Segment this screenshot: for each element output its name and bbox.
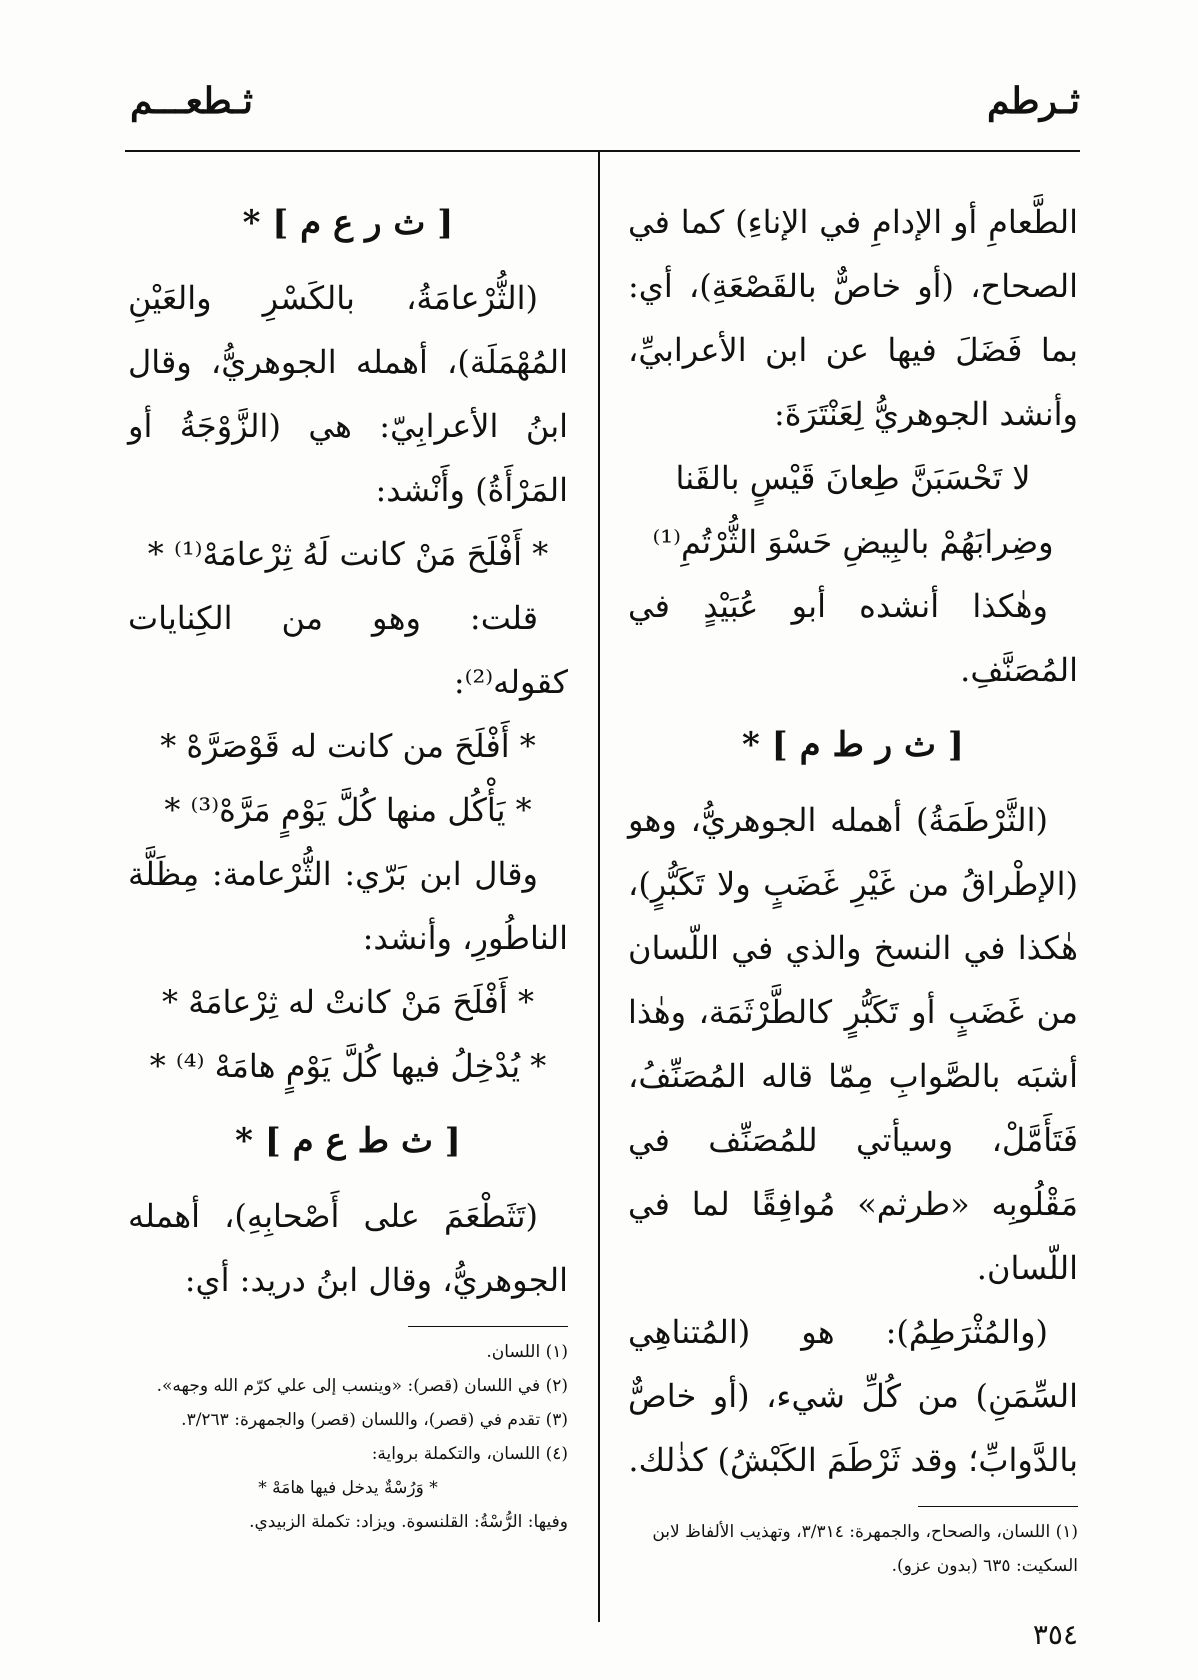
verse-line: * أَفْلَحَ مَنْ كانتْ له ثِرْعامَهْ * (162, 983, 534, 1021)
entry-heading-thartam: [ ث ر ط م ] * (742, 725, 964, 765)
verse-line: * يَأْكُل منها كُلَّ يَوْمٍ مَرَّهْ⁽³⁾ * (164, 791, 532, 829)
footnote: (١) اللسان. (486, 1342, 568, 1362)
footnotes-right (628, 1515, 1078, 1583)
footnote-rule (918, 1506, 1078, 1507)
paragraph: وهٰكذا أنشده أبو عُبَيْدٍ في المُصَنَّفِ. (628, 587, 1078, 689)
paragraph: (الثُّرْعامَةُ، بالكَسْرِ والعَيْنِ المُهْمَلَة)، أهمله الجوهريُّ، وقال ابنُ الأعرابِيّ: هي (الزَّوْجَةُ أو المَرْأَةُ) وأَنْشد: (128, 279, 568, 509)
footnote-rule (408, 1326, 568, 1327)
header-rule (125, 150, 1080, 152)
left-column (128, 180, 568, 1539)
paragraph: (والمُثْرَطِمُ): هو (المُتناهِي السِّمَنِ) من كُلِّ شيء، (أو خاصٌّ بالدَّوابِّ؛ وقد ثَرْطَمَ الكَبْشُ) كذٰلك. (628, 1313, 1078, 1479)
footnote: وفيها: الرُّسْةُ: القلنسوة. ويزاد: تكملة الزبيدي. (249, 1512, 568, 1532)
footnote: (١) اللسان، والصحاح، والجمهرة: ٣/٣١٤، وتهذيب الألفاظ لابن السكيت: ٦٣٥ (بدون عزو). (652, 1522, 1078, 1576)
footnote: (٣) تقدم في (قصر)، واللسان (قصر) والجمهرة: ٣/٢٦٣. (181, 1410, 568, 1430)
footnote: (٢) في اللسان (قصر): «وينسب إلى علي كرّم الله وجهه». (156, 1376, 568, 1396)
right-column (628, 190, 1078, 1583)
paragraph: الطَّعامِ أو الإدامِ في الإناءِ) كما في الصحاح، (أو خاصٌّ بالقَصْعَةِ)، أي: بما فَضَلَ فيها عن ابن الأعرابيِّ، وأنشد الجوهريُّ لِعَنْتَرَةَ: (628, 203, 1078, 433)
verse-line: وضِرابَهُمْ بالبِيضِ حَسْوَ الثُّرْتُمِ⁽¹⁾ (652, 523, 1054, 561)
page-number: ٣٥٤ (1032, 1618, 1078, 1651)
paragraph: وقال ابن بَرّي: الثُّرْعامة: مِظَلَّة الناطُورِ، وأنشد: (128, 855, 568, 957)
column-divider (598, 150, 600, 1622)
verse-line: لا تَحْسَبَنَّ طِعانَ قَيْسٍ بالقَنا (675, 459, 1031, 497)
verse-line: * أَفْلَحَ من كانت له قَوْصَرَّهْ * (160, 727, 536, 765)
paragraph: قلت: وهو من الكِنايات كقوله⁽²⁾: (128, 599, 568, 701)
paragraph: (تَثَطْعَمَ على أَصْحابِهِ)، أهمله الجوهريُّ، وقال ابنُ دريد: أي: (128, 1197, 568, 1299)
verse-line: * يُدْخِلُ فيها كُلَّ يَوْمٍ هامَهْ ⁽⁴⁾ * (149, 1047, 547, 1085)
running-head-right: ثـرطم (986, 80, 1080, 122)
entry-heading-that-am: [ ث ط ع م ] * (235, 1121, 461, 1161)
footnote-verse: * وَرُسْةٌ يدخل فيها هامَهْ * (258, 1478, 438, 1498)
footnote: (٤) اللسان، والتكملة برواية: (371, 1444, 568, 1464)
entry-heading-thar-am: [ ث ر ع م ] * (242, 203, 454, 243)
paragraph: (الثَّرْطَمَةُ) أهمله الجوهريُّ، وهو (الإطْراقُ من غَيْرِ غَضَبٍ ولا تَكَبُّرٍ)، هٰكذا في النسخ والذي في اللّسان من غَضَبٍ أو تَكَبُّرٍ كالطَّرْثَمَة، وهٰذا أشبَه بالصَّوابِ مِمّا قاله المُصَنِّفُ، فَتَأَمَّلْ، وسيأتي للمُصَنِّف في مَقْلُوبِه «طرثم» مُوافِقًا لما في اللّسان. (628, 801, 1078, 1287)
verse-line: * أَفْلَحَ مَنْ كانت لَهُ ثِرْعامَهْ⁽¹⁾ * (147, 535, 549, 573)
running-head-left: ثـطعـــم (130, 80, 254, 122)
footnotes-left (128, 1335, 568, 1539)
